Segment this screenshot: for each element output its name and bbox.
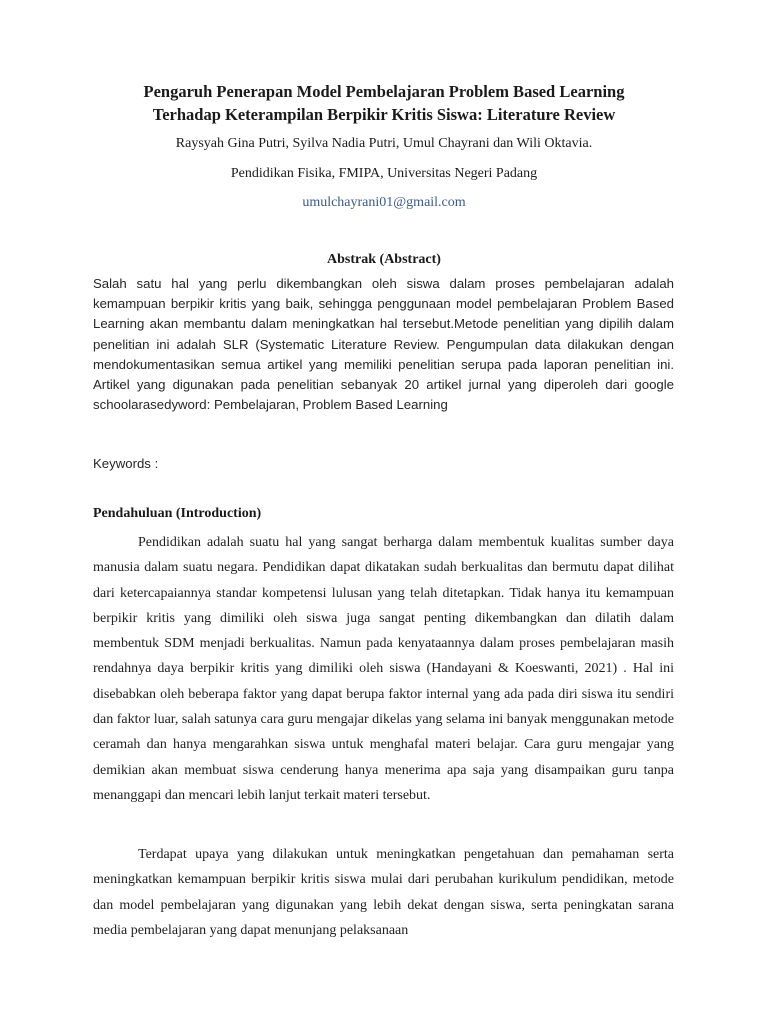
keywords-label: Keywords : bbox=[93, 456, 159, 471]
introduction-heading: Pendahuluan (Introduction) bbox=[93, 506, 262, 521]
abstract-text: Salah satu hal yang perlu dikembangkan oleh siswa dalam proses pembelajaran adalah kemampuan berpikir kritis yang baik, sehingga penggunaan model pembelajaran Problem Based Learning akan membantu dalam meningkatkan hal tersebut.Metode penelitian yang dipilih dalam penelitian ini adalah SLR (Systematic Literature Review. Pengumpulan data dilakukan dengan mendokumentasikan semua artikel yang memiliki penelitian serupa pada laporan penelitian ini. Artikel yang digunakan pada penelitian sebanyak 20 artikel jurnal yang diperoleh dari google schoolarasedyword: Pembelajaran, Problem Based Learning bbox=[93, 276, 674, 413]
introduction-paragraph-2: Terdapat upaya yang dilakukan untuk meningkatkan pengetahuan dan pemahaman serta meningkatkan kemampuan berpikir kritis siswa mulai dari perubahan kurikulum pendidikan, metode dan model pembelajaran yang digunakan yang lebih dekat dengan siswa, serta peningkatan sarana media pembelajaran yang dapat menunjang pelaksanaan bbox=[93, 847, 674, 938]
paper-title-line-2: Terhadap Keterampilan Berpikir Kritis Siswa: Literature Review bbox=[152, 105, 616, 124]
author-list: Raysyah Gina Putri, Syilva Nadia Putri, Umul Chayrani dan Wili Oktavia. bbox=[175, 136, 593, 151]
introduction-paragraph-1: Pendidikan adalah suatu hal yang sangat berharga dalam membentuk kualitas sumber daya manusia dalam suatu negara. Pendidikan dapat dikatakan sudah berkualitas dan bermutu dapat dilihat dari ketercapaiannya standar kompetensi lulusan yang telah ditetapkan. Tidak hanya itu kemampuan berpikir kritis yang dimiliki oleh siswa juga sangat penting dikembangkan dan dilatih dalam membentuk SDM menjadi berkualitas. Namun pada kenyataannya dalam proses pembelajaran masih rendahnya daya berpikir kritis yang dimiliki oleh siswa (Handayani & Koeswanti, 2021) . Hal ini disebabkan oleh beberapa faktor yang dapat berupa faktor internal yang ada pada diri siswa itu sendiri dan faktor luar, salah satunya cara guru mengajar dikelas yang selama ini banyak menggunakan metode ceramah dan hanya mengarahkan siswa untuk menghafal materi belajar. Cara guru mengajar yang demikian akan membuat siswa cenderung hanya menerima apa saja yang disampaikan guru tanpa menanggapi dan mencari lebih lanjut terkait materi tersebut. bbox=[93, 535, 674, 803]
abstract-heading: Abstrak (Abstract) bbox=[327, 252, 441, 267]
author-email-link[interactable]: umulchayrani01@gmail.com bbox=[302, 195, 466, 210]
affiliation: Pendidikan Fisika, FMIPA, Universitas Negeri Padang bbox=[230, 166, 538, 181]
paper-title-line-1: Pengaruh Penerapan Model Pembelajaran Problem Based Learning bbox=[143, 82, 625, 101]
